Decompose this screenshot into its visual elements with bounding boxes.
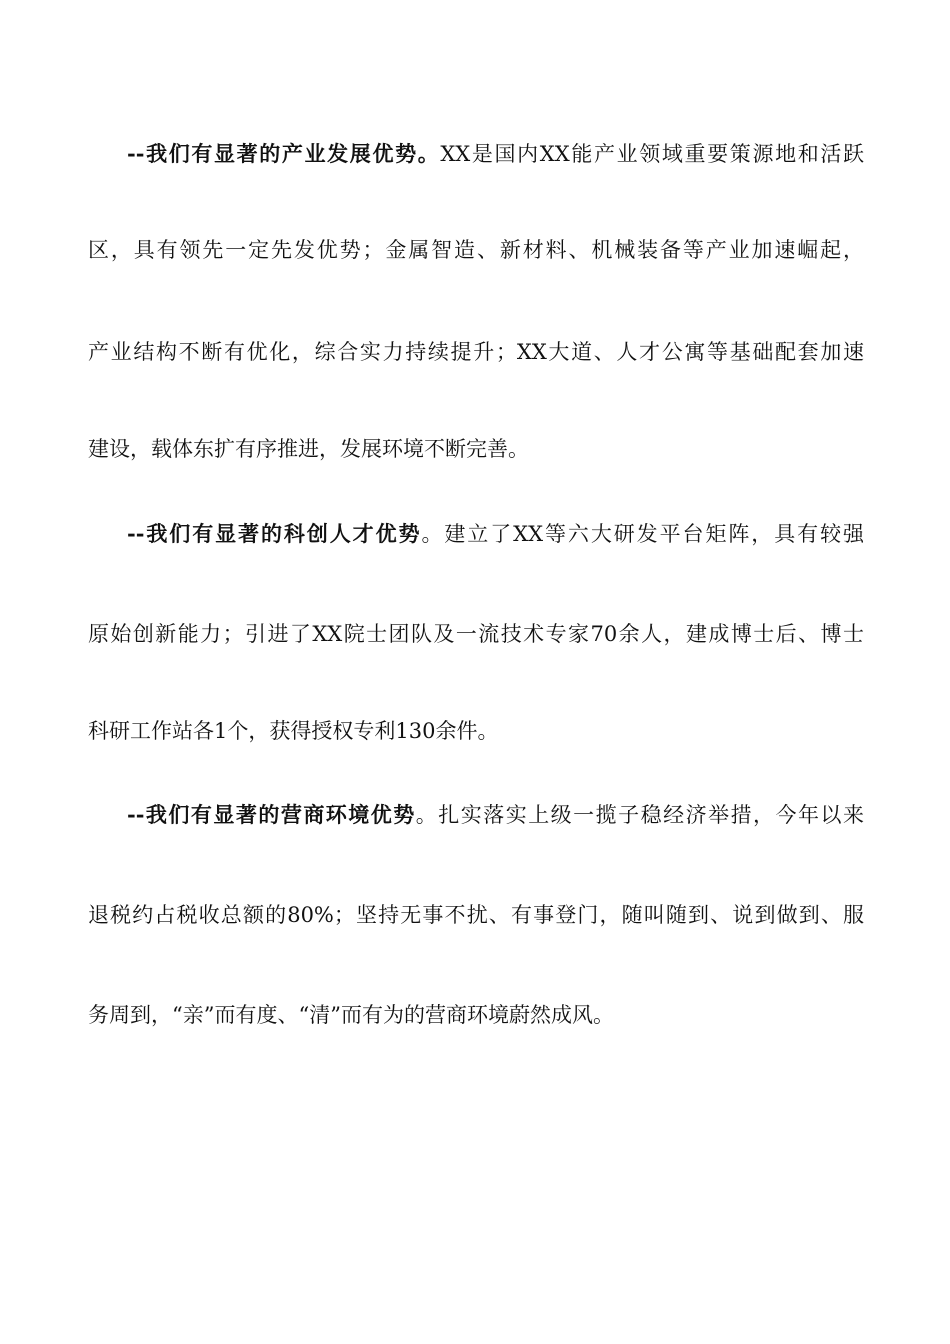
paragraph-2-text: 。建立了XX等六大研发平台矩阵，具有较强 [421, 522, 864, 546]
paragraph-1-line-1 [127, 137, 864, 171]
paragraph-1-text: XX是国内XX能产业领域重要策源地和活跃 [440, 142, 864, 166]
paragraph-2-line-3: 科研工作站各1个，获得授权专利130余件。 [88, 719, 499, 743]
paragraph-1-line-2: 区，具有领先一定先发优势；金属智造、新材料、机械装备等产业加速崛起， [88, 238, 864, 262]
paragraph-3-text: 。扎实落实上级一揽子稳经济举措，今年以来 [415, 803, 864, 827]
paragraph-3-line-2: 退税约占税收总额的80%；坚持无事不扰、有事登门，随叫随到、说到做到、服 [88, 903, 864, 927]
paragraph-1-line-4: 建设，载体东扩有序推进，发展环境不断完善。 [88, 437, 529, 461]
paragraph-2-line-2: 原始创新能力；引进了XX院士团队及一流技术专家70余人，建成博士后、博士 [88, 622, 864, 646]
paragraph-1-line-3: 产业结构不断有优化，综合实力持续提升；XX大道、人才公寓等基础配套加速 [88, 340, 864, 364]
paragraph-3-heading: --我们有显著的营商环境优势 [127, 802, 416, 827]
paragraph-2-heading: --我们有显著的科创人才优势 [127, 521, 422, 546]
paragraph-3-line-3: 务周到，“亲”而有度、“清”而有为的营商环境蔚然成风。 [88, 1003, 614, 1027]
paragraph-2-line-1 [127, 517, 864, 551]
paragraph-3-line-1 [127, 798, 864, 832]
paragraph-1-heading: --我们有显著的产业发展优势。 [127, 141, 441, 166]
